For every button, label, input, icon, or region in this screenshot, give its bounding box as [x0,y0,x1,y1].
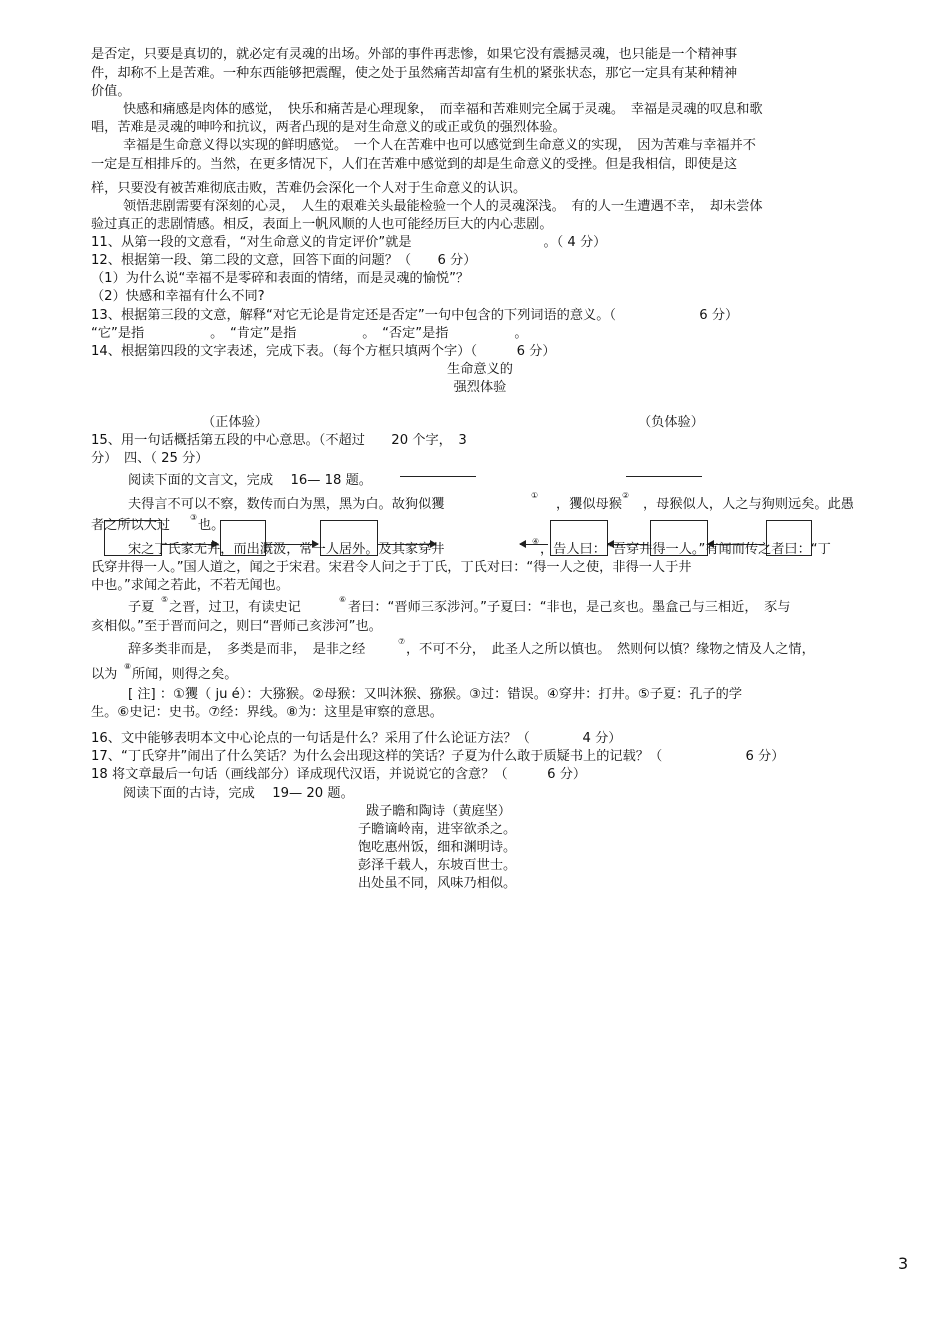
text-line: ，不可不分， 此圣人之所以慎也。 然则何以慎？缘物之情及人之情， [406,642,815,657]
positive-label: （正体验） [202,415,268,430]
poem-title: 跋子瞻和陶诗（黄庭坚） [366,804,512,819]
text-line: ，玃似母猴 [556,497,622,512]
footnote-marker: ⑤ [161,595,169,604]
text-line: 中也。”求闻之若此，不若无闻也。 [91,578,290,593]
text-line: 件，却称不上是苦难。一种东西能够把震醒，使之处于虽然痛苦却富有生机的紧张状态，那它一定具有某种精神 [91,66,738,81]
diagram-line [626,476,702,477]
question-17: 17、“丁氏穿井”闹出了什么笑话？为什么会出现这样的笑话？子夏为什么敢于质疑书上的记载？（ 6 分） [91,749,785,764]
text-line: 验过真正的悲剧情感。相反，表面上一帆风顺的人也可能经历巨大的内心悲剧。 [91,217,553,232]
text-line: 也。 [198,518,225,533]
text-line: 一定是互相排斥的。当然，在更多情况下，人们在苦难中感觉到的却是生命意义的受挫。但是我相信，即使是这 [91,157,738,172]
poem-line: 彭泽千载人，东坡百世士。 [358,858,517,873]
text-line: 者之所以大过 [91,518,171,533]
poem-instruction: 阅读下面的古诗，完成 19— 20 题。 [123,786,354,801]
question-11: 11、从第一段的文意看，“对生命意义的肯定评价”就是 。（ 4 分） [91,235,607,250]
question-14: 14、根据第四段的文字表述，完成下表。（每个方框只填两个字）（ 6 分） [91,344,556,359]
text-line: 是否定，只要是真切的，就必定有灵魂的出场。外部的事件再悲惨，如果它没有震撼灵魂，也只能是一个精神事 [91,47,738,62]
question-13-blanks: “它”是指 。 “肯定”是指 。 “否定”是指 。 [91,326,528,341]
poem-line: 出处虽不同，风味乃相似。 [358,876,517,891]
question-12-1: （1）为什么说“幸福不是零碎和表面的情绪，而是灵魂的愉悦”？ [91,271,470,286]
poem-line: 饱吃惠州饭，细和渊明诗。 [358,840,517,855]
text-line: 氏穿井得一人。”国人道之，闻之于宋君。宋君令人问之于丁氏，丁氏对曰：“得一人之使，非得一人于井 [91,560,692,575]
footnote-marker: ⑥ [339,595,347,604]
text-line: 幸福是生命意义得以实现的鲜明感觉。 一个人在苦难中也可以感觉到生命意义的实现， 因为苦难与幸福并不 [123,138,756,153]
footnote-marker: ① [531,491,539,500]
text-line: 领悟悲剧需要有深刻的心灵， 人生的艰难关头最能检验一个人的灵魂深浅。 有的人一生遭遇不幸， 却未尝体 [123,199,763,214]
text-line: 价值。 [91,84,131,99]
text-line: ，母猴似人，人之与狗则远矣。此愚 [643,497,854,512]
question-12-2: （2）快感和幸福有什么不同? [91,289,265,304]
page-number: 3 [898,1254,909,1273]
text-line: 样，只要没有被苦难彻底击败，苦难仍会深化一个人对于生命意义的认识。 [91,181,527,196]
text-line: 夫得言不可以不察，数传而白为黑，黑为白。故狗似玃 [128,497,445,512]
text-line: 之晋，过卫，有读史记 [169,600,301,615]
text-line: 者曰：“晋师三豕涉河。”子夏曰：“非也，是己亥也。墨盒己与三相近， 豕与 [348,600,791,615]
footnote-marker: ② [622,491,630,500]
reading-instruction: 阅读下面的文言文，完成 16— 18 题。 [128,473,372,488]
text-line: ，告人曰：“吾穿井得一人。”有闻而传之者曰：“丁 [540,542,831,557]
footnote-marker: ③ [190,513,198,522]
section-four-heading: 分） 四、（ 25 分） [91,451,209,466]
footnote-marker: ⑧ [124,662,132,671]
text-line: 唱，苦难是灵魂的呻吟和抗议，两者凸现的是对生命意义的或正或负的强烈体验。 [91,120,566,135]
annotation-notes: [ 注] ：①玃（ ju é）：大猕猴。②母猴：又叫沐猴、猕猴。③过：错误。④穿井：打井。⑤子夏：孔子的学 [128,687,743,702]
text-line: 宋之丁氏家无井，而出溉汲，常一人居外。及其家穿井 [128,542,445,557]
footnote-marker: ⑦ [398,637,406,646]
question-13: 13、根据第三段的文意，解释“对它无论是肯定还是否定”一句中包含的下列词语的意义。（ 6 分） [91,308,739,323]
poem-line: 子瞻谪岭南，进宰欲杀之。 [358,822,517,837]
question-12: 12、根据第一段、第二段的文意，回答下面的问题？（ 6 分） [91,253,477,268]
diagram-line [400,476,476,477]
question-16: 16、文中能够表明本文中心论点的一句话是什么？采用了什么论证方法？（ 4 分） [91,731,622,746]
text-line: 辞多类非而是， 多类是而非， 是非之经 [128,642,366,657]
question-15: 15、用一句话概括第五段的中心意思。（不超过 20 个字， 3 [91,433,467,448]
text-line: 所闻，则得之矣。 [132,667,238,682]
diagram-center-label: 生命意义的 [447,362,513,377]
text-line: 快感和痛感是肉体的感觉， 快乐和痛苦是心理现象， 而幸福和苦难则完全属于灵魂。 幸福是灵魂的叹息和歌 [123,102,763,117]
negative-label: （负体验） [638,415,704,430]
diagram-center-label: 强烈体验 [453,380,507,395]
question-18: 18 将文章最后一句话（画线部分）译成现代汉语，并说说它的含意？（ 6 分） [91,767,587,782]
text-line: 亥相似。”至于晋而问之，则曰“晋师己亥涉河”也。 [91,619,382,634]
footnote-marker: ④ [532,537,540,546]
text-line: 以为 [91,667,118,682]
annotation-notes: 生。⑥史记：史书。⑦经：界线。⑧为：这里是审察的意思。 [91,705,443,720]
text-line: 子夏 [128,600,155,615]
